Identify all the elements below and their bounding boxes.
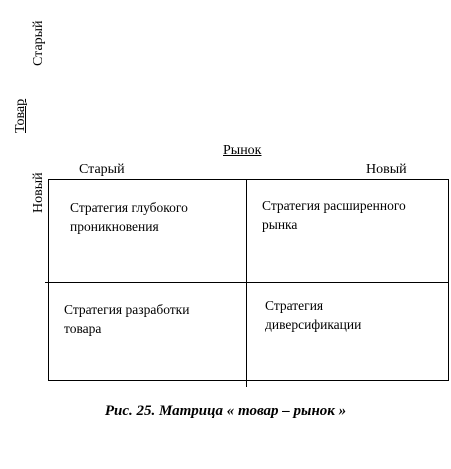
market-old-label: Старый [79, 162, 125, 177]
market-new-label: Новый [366, 162, 407, 177]
quadrant-product-development: Стратегия разработки товара [64, 302, 190, 336]
market-axis-label: Рынок [223, 143, 262, 158]
matrix-vertical-divider [246, 179, 247, 387]
quadrant-diversification: Стратегия диверсификации [265, 298, 362, 332]
product-new-label: Новый [31, 172, 46, 213]
product-axis-label: Товар [13, 98, 28, 133]
figure-caption: Рис. 25. Матрица « товар – рынок » [104, 403, 347, 419]
matrix-horizontal-divider [45, 282, 449, 283]
product-old-label: Старый [31, 20, 46, 66]
quadrant-deep-penetration: Стратегия глубокого проникновения [70, 200, 188, 234]
quadrant-market-expansion: Стратегия расширенного рынка [262, 198, 406, 232]
